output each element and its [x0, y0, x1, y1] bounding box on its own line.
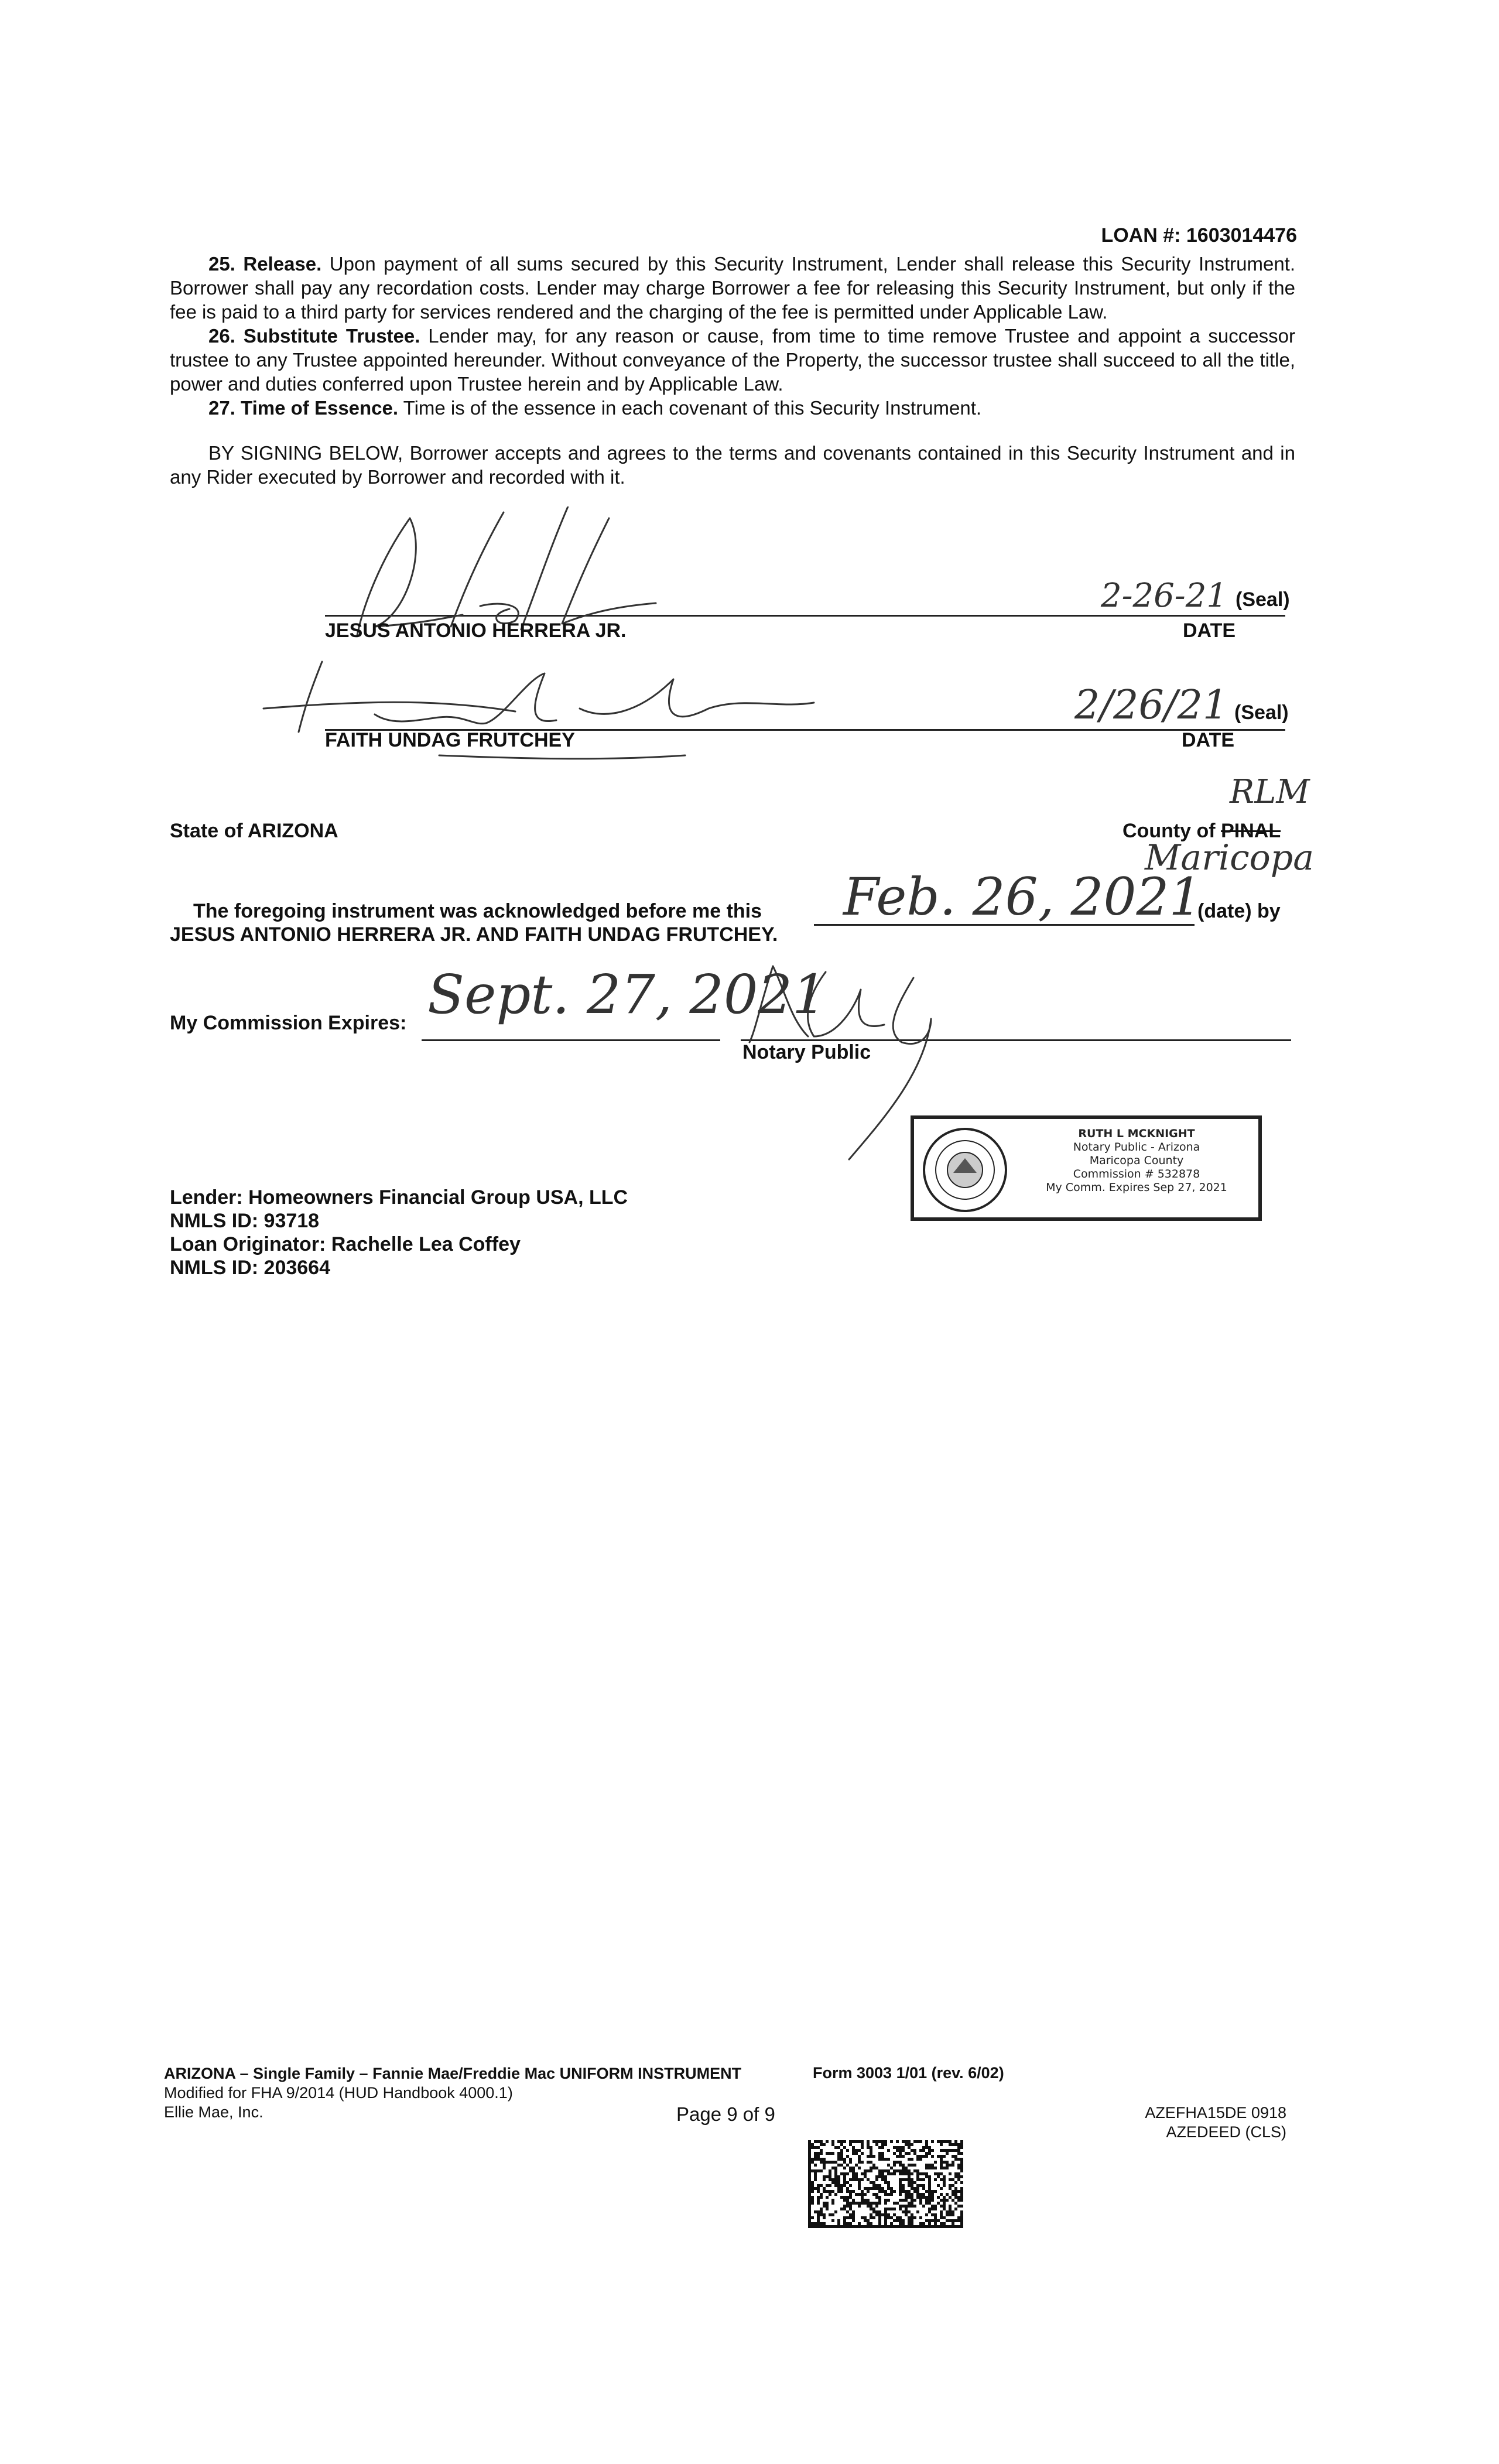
stamp-name: RUTH L MCKNIGHT — [1078, 1127, 1195, 1140]
commission-line — [422, 1039, 720, 1041]
footer-codes — [1145, 2103, 1286, 2142]
lender-name: Lender: Homeowners Financial Group USA, LLC — [170, 1186, 628, 1209]
notary-public-label: Notary Public — [742, 1041, 871, 1063]
notary-county-initials: RLM — [1230, 773, 1310, 811]
clause-25: 25. Release. Upon payment of all sums secured by this Security Instrument, Lender shall release this Security Instrument. Borrower shall pay any recordation costs. Lender may charge Borrower a fee for releasing this Security Instrument, but only if the fee is paid to a third party for services rendered and the charging of the fee is permitted under Applicable Law. — [170, 253, 1296, 323]
stamp-title: Notary Public - Arizona — [1073, 1141, 1200, 1154]
borrower-2-date-handwritten: 2/26/21 — [1074, 682, 1228, 728]
lender-nmls: NMLS ID: 93718 — [170, 1210, 320, 1232]
acknowledged-date-handwritten: Feb. 26, 2021 — [843, 867, 1202, 927]
footer-code-2: AZEDEED (CLS) — [1166, 2123, 1286, 2141]
loan-originator: Loan Originator: Rachelle Lea Coffey — [170, 1233, 521, 1255]
commission-date-handwritten: Sept. 27, 2021 — [427, 963, 827, 1026]
stamp-county: Maricopa County — [1089, 1154, 1184, 1167]
borrower-1-date-label: DATE — [1183, 620, 1236, 642]
borrower-2-date-label: DATE — [1182, 729, 1235, 751]
borrower-1-name: JESUS ANTONIO HERRERA JR. — [325, 620, 627, 642]
footer-left — [164, 2064, 741, 2122]
originator-nmls: NMLS ID: 203664 — [170, 1257, 330, 1279]
borrower-1-seal: (Seal) — [1236, 588, 1290, 611]
footer-form-number: Form 3003 1/01 (rev. 6/02) — [813, 2064, 1004, 2082]
barcode-icon — [808, 2140, 963, 2228]
arizona-seal-icon — [921, 1126, 1009, 1214]
acknowledged-parties: JESUS ANTONIO HERRERA JR. AND FAITH UNDAG FRUTCHEY. — [170, 923, 778, 946]
notary-stamp — [911, 1115, 1262, 1221]
signing-statement: BY SIGNING BELOW, Borrower accepts and agrees to the terms and covenants contained in this Security Instrument and in any Rider executed by Borrower and recorded with it. — [170, 442, 1295, 488]
notary-state: State of ARIZONA — [170, 820, 338, 842]
borrower-2-seal: (Seal) — [1234, 701, 1289, 724]
acknowledged-date-by: (date) by — [1197, 900, 1281, 922]
stamp-commission: Commission # 532878 — [1073, 1168, 1200, 1180]
borrower-2-name: FAITH UNDAG FRUTCHEY — [325, 729, 575, 751]
footer-code-1: AZEFHA15DE 0918 — [1145, 2104, 1286, 2121]
clause-27: 27. Time of Essence. Time is of the essence in each covenant of this Security Instrument. — [208, 397, 982, 419]
notary-county: County of PINAL — [1122, 820, 1281, 842]
loan-number: LOAN #: 1603014476 — [1101, 224, 1297, 247]
borrower-1-date-handwritten: 2-26-21 — [1101, 577, 1227, 615]
commission-label: My Commission Expires: — [170, 1012, 407, 1034]
stamp-expires: My Comm. Expires Sep 27, 2021 — [1046, 1181, 1227, 1194]
footer-form-title: ARIZONA – Single Family – Fannie Mae/Freddie Mac UNIFORM INSTRUMENT — [164, 2065, 742, 2082]
notary-county-handwritten: Maricopa — [1145, 837, 1314, 878]
lender-info — [170, 1186, 628, 1279]
footer-modified: Modified for FHA 9/2014 (HUD Handbook 4000.1) — [164, 2084, 513, 2102]
clause-26: 26. Substitute Trustee. Lender may, for any reason or cause, from time to time remove Trustee and appoint a successor trustee to any Trustee appointed hereunder. Without conveyance of the Property, the successor trustee shall succeed to all the title, power and duties conferred upon Trustee herein and by Applicable Law. — [170, 325, 1295, 395]
clauses — [170, 252, 1295, 489]
footer-page: Page 9 of 9 — [676, 2103, 775, 2125]
acknowledged-text: The foregoing instrument was acknowledged before me this — [193, 900, 762, 922]
footer-company: Ellie Mae, Inc. — [164, 2103, 263, 2121]
